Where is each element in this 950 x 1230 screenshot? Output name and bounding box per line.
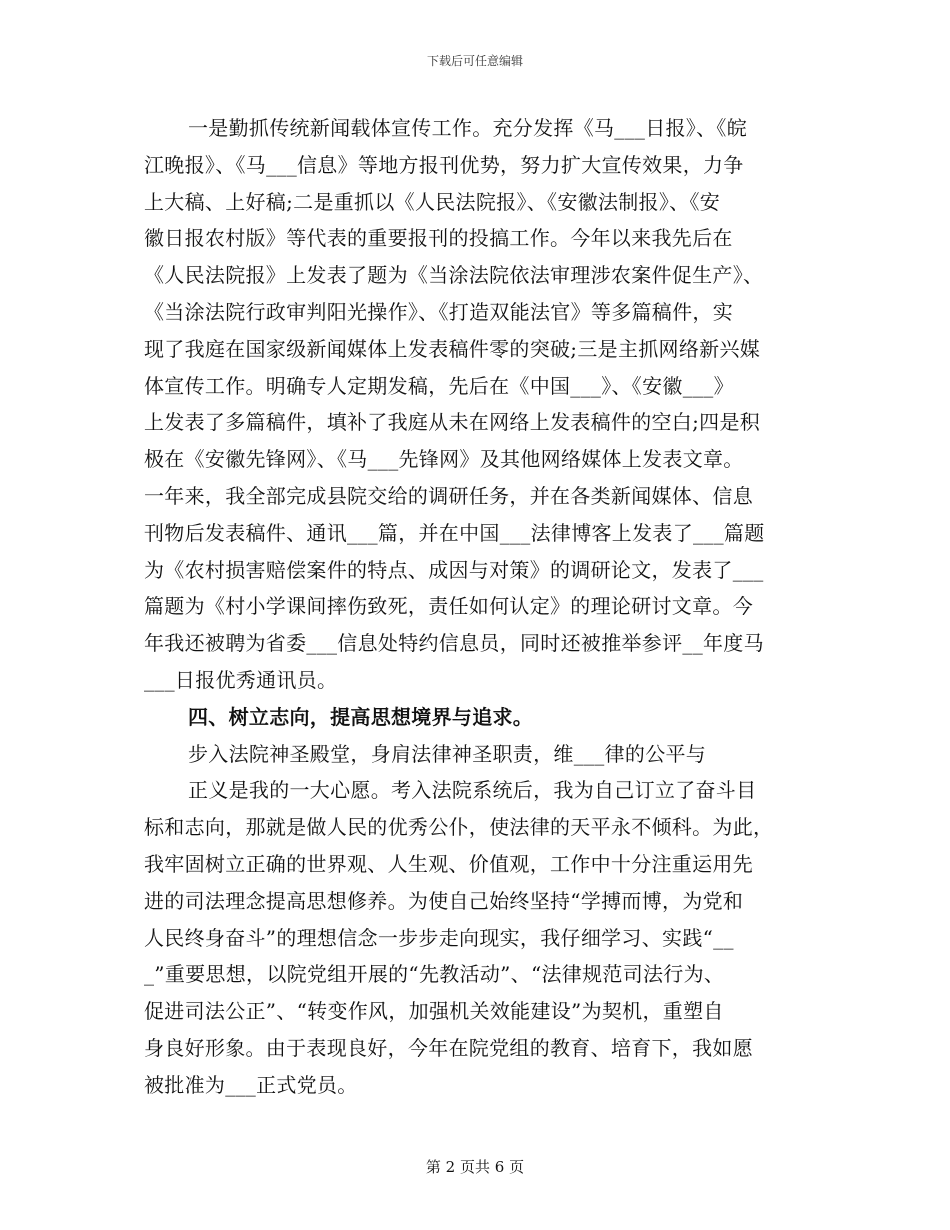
- page-footer: 第 2 页共 6 页: [425, 1158, 525, 1176]
- paragraph-line: 《当涂法院行政审判阳光操作》、《打造双能法官》等多篇稿件，实: [144, 299, 733, 324]
- paragraph-line: 标和志向，那就是做人民的优秀公仆，使法律的天平永不倾科。为此，: [144, 815, 774, 840]
- paragraph-line: 正义是我的一大心愿。考入法院系统后，我为自己订立了奋斗目: [188, 778, 757, 803]
- paragraph-line: 刊物后发表稿件、通讯___篇，并在中国___法律博客上发表了___篇题: [144, 520, 765, 545]
- paragraph-line: 《人民法院报》上发表了题为《当涂法院依法审理涉农案件促生产》、: [144, 263, 764, 288]
- paragraph-line: 为《农村损害赔偿案件的特点、成因与对策》的调研论文，发表了___: [144, 557, 764, 582]
- paragraph-line: 上发表了多篇稿件，填补了我庭从未在网络上发表稿件的空白;四是积: [144, 410, 761, 435]
- paragraph-line: 徽日报农村版》等代表的重要报刊的投搞工作。今年以来我先后在: [144, 226, 733, 251]
- paragraph-line: 体宣传工作。明确专人定期发稿，先后在《中国___》、《安徽___》: [144, 373, 734, 398]
- paragraph-line: 年我还被聘为省委___信息处特约信息员，同时还被推举参评__年度马: [144, 631, 764, 656]
- paragraph-line: 进的司法理念提高思想修养。为使自己始终坚持“学搏而博，为党和: [144, 888, 744, 913]
- paragraph-line: 我牢固树立正确的世界观、人生观、价值观，工作中十分注重运用先: [144, 851, 753, 876]
- paragraph-line: 江晚报》、《马___信息》等地方报刊优势，努力扩大宣传效果，力争: [144, 152, 744, 177]
- section-heading: 四、树立志向，提高思想境界与追求。: [188, 704, 534, 729]
- paragraph-line: 人民终身奋斗”的理想信念一步步走向现实，我仔细学习、实践“__: [144, 925, 734, 950]
- paragraph-line: 被批准为___正式党员。: [144, 1072, 358, 1097]
- paragraph-line: 身良好形象。由于表现良好，今年在院党组的教育、培育下，我如愿: [144, 1035, 753, 1060]
- paragraph-line: 现了我庭在国家级新闻媒体上发表稿件零的突破;三是主抓网络新兴媒: [144, 336, 761, 361]
- paragraph-line: 一年来，我全部完成县院交给的调研任务，并在各类新闻媒体、信息: [144, 483, 753, 508]
- paragraph-line: 步入法院神圣殿堂，身肩法律神圣职责，维___律的公平与: [188, 741, 707, 766]
- page-header: 下载后可任意编辑: [426, 54, 523, 68]
- paragraph-line: 促进司法公正”、“转变作风，加强机关效能建设”为契机，重塑自: [144, 999, 724, 1024]
- paragraph-line: 篇题为《村小学课间摔伤致死，责任如何认定》的理论研讨文章。今: [144, 594, 753, 619]
- document-body: [144, 110, 804, 1104]
- paragraph-line: _”重要思想，以院党组开展的“先教活动”、“法律规范司法行为、: [144, 962, 725, 987]
- paragraph-line: 上大稿、上好稿;二是重抓以《人民法院报》、《安徽法制报》、《安: [144, 189, 721, 214]
- paragraph-line: ___日报优秀通讯员。: [144, 667, 338, 692]
- paragraph-line: 一是勤抓传统新闻载体宣传工作。充分发挥《马___日报》、《皖: [188, 116, 747, 140]
- paragraph-line: 极在《安徽先锋网》、《马___先锋网》及其他网络媒体上发表文章。: [144, 447, 744, 472]
